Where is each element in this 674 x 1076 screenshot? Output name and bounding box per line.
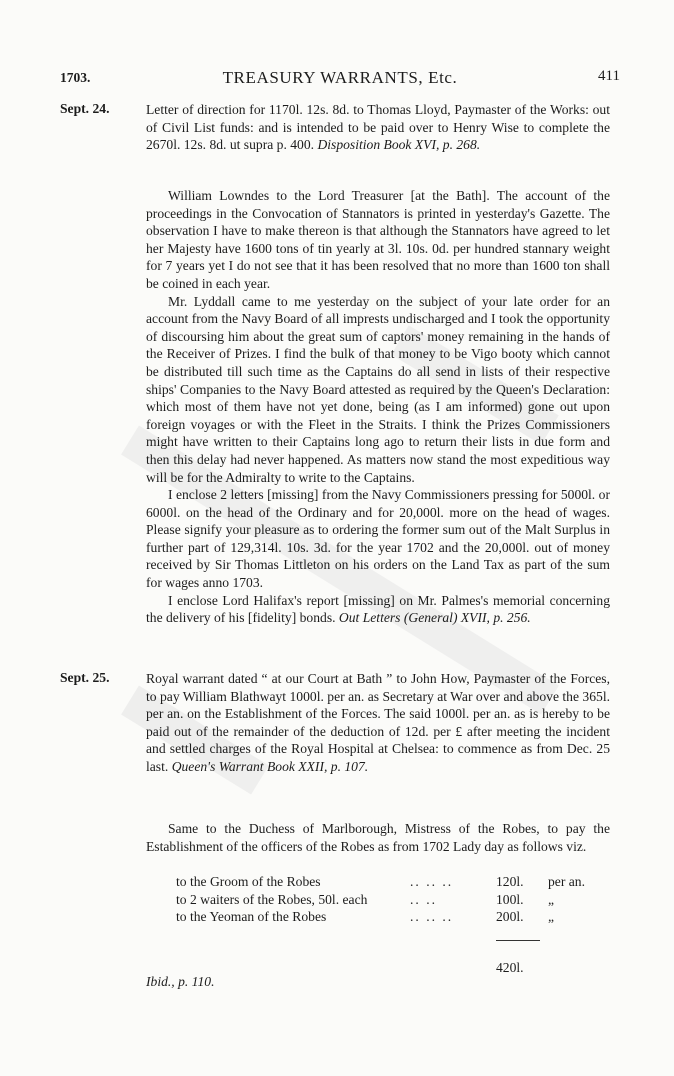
robes-schedule [150, 874, 620, 975]
schedule-amount: 120l. [496, 874, 524, 889]
entry-paragraph: Letter of direction for 1170l. 12s. 8d. to Thomas Lloyd, Paymaster of the Works: out of Civil List funds: and is intended to be paid over to Henry Wise to complete the 2670l. 12s. 8d. ut supra p. 400. Disposition Book XVI, p. 268. [146, 102, 610, 153]
year-heading: 1703. [60, 70, 91, 85]
source-reference: Disposition Book XVI, p. 268. [317, 137, 481, 153]
entry-date: Sept. 25. [60, 670, 110, 685]
schedule-unit: per an. [548, 874, 585, 889]
entry-paragraph: I enclose Lord Halifax's report [missing] on Mr. Palmes's memorial concerning the delivery of his [fidelity] bonds. Out Letters (General) XVII, p. 256. [146, 592, 610, 626]
page-number: 411 [598, 68, 620, 84]
leader-dots: .. .. [410, 891, 437, 907]
schedule-unit: „ [548, 909, 555, 925]
schedule-label: to 2 waiters of the Robes, 50l. each [176, 891, 368, 907]
schedule-amount: 200l. [496, 909, 524, 925]
total-rule [496, 940, 540, 941]
schedule-row [150, 874, 620, 892]
entry-royal-warrant [146, 670, 610, 776]
schedule-total: 420l. [496, 960, 524, 975]
entry-date: Sept. 24. [60, 101, 110, 116]
entry-lowndes-letter [146, 187, 610, 627]
entry-paragraph: I enclose 2 letters [missing] from the Navy Commissioners pressing for 5000l. or 6000l. on the head of the Ordinary and for 20,000l. more on the head of wages. Please signify your pleasure as to ordering the former sum out of the Malt Surplus in further part of 129,314l. 10s. 3d. for the year 1702 and the 20,000l. out of money received by Sir Thomas Littleton on his orders on the Land Tax as part of the sum for wages anno 1703. [146, 487, 610, 591]
schedule-amount: 100l. [496, 891, 524, 907]
entry-letter-of-direction [146, 101, 610, 154]
source-reference: Queen's Warrant Book XXII, p. 107. [171, 758, 369, 774]
entry-paragraph: Royal warrant dated “ at our Court at Bath ” to John How, Paymaster of the Forces, to pay William Blathwayt 1000l. per an. as Secretary at War over and above the 365l. per an. on the Establishment of the Forces. The said 1000l. per an. as is hereby to be paid out of the remainder of the deduction of 12d. per £ after meeting the incident and settled charges of the Royal Hospital at Chelsea: to commence as from Dec. 25 last. Queen's Warrant Book XXII, p. 107. [146, 671, 610, 774]
entry-paragraph: Mr. Lyddall came to me yesterday on the subject of your late order for an account from the Navy Board of all imprests undischarged and I took the opportunity of discoursing him about the great sum of captors' money remaining in the hands of the Receiver of Prizes. I find the bulk of that money to be Vigo booty which cannot be distributed till such time as the Captains do all send in lists of their respective ships' Companies to the Navy Board attested as required by the Queen's Declaration: which most of them have not yet done, being (as I am informed) gone out upon foreign voyages or with the Fleet in the Straits. I think the Prizes Commissioners might have written to their Captains long ago to return their lists in due form and then this delay had never happened. As matters now stand the most expeditious way will be for the Admiralty to write to the Captains. [146, 293, 610, 485]
schedule-label: to the Yeoman of the Robes [176, 909, 327, 925]
schedule-row [150, 909, 620, 927]
schedule-label: to the Groom of the Robes [176, 874, 321, 889]
entry-paragraph: William Lowndes to the Lord Treasurer [at the Bath]. The account of the proceedings in the Convocation of Stannators is printed in yesterday's Gazette. The observation I have to make thereon is that although the Stannators have agreed to let her Majesty have 1600 tons of tin yearly at 3l. 10s. 0d. per hundred stannary weight for 7 years yet I do not see that it has been resolved that no more than 1600 ton shall be coined in each year. [146, 188, 610, 291]
source-reference: Out Letters (General) XVII, p. 256. [338, 610, 531, 626]
schedule-unit: „ [548, 891, 555, 907]
leader-dots: .. .. .. [410, 874, 454, 889]
leader-dots: .. .. .. [410, 909, 454, 925]
source-reference: Ibid., p. 110. [146, 974, 215, 989]
running-head [60, 70, 620, 94]
schedule-row [150, 892, 620, 910]
entry-duchess-warrant [146, 820, 610, 855]
page-title: TREASURY WARRANTS, Etc. [222, 68, 458, 87]
entry-paragraph: Same to the Duchess of Marlborough, Mistress of the Robes, to pay the Establishment of the officers of the Robes as from 1702 Lady day as follows viz. [146, 821, 610, 854]
